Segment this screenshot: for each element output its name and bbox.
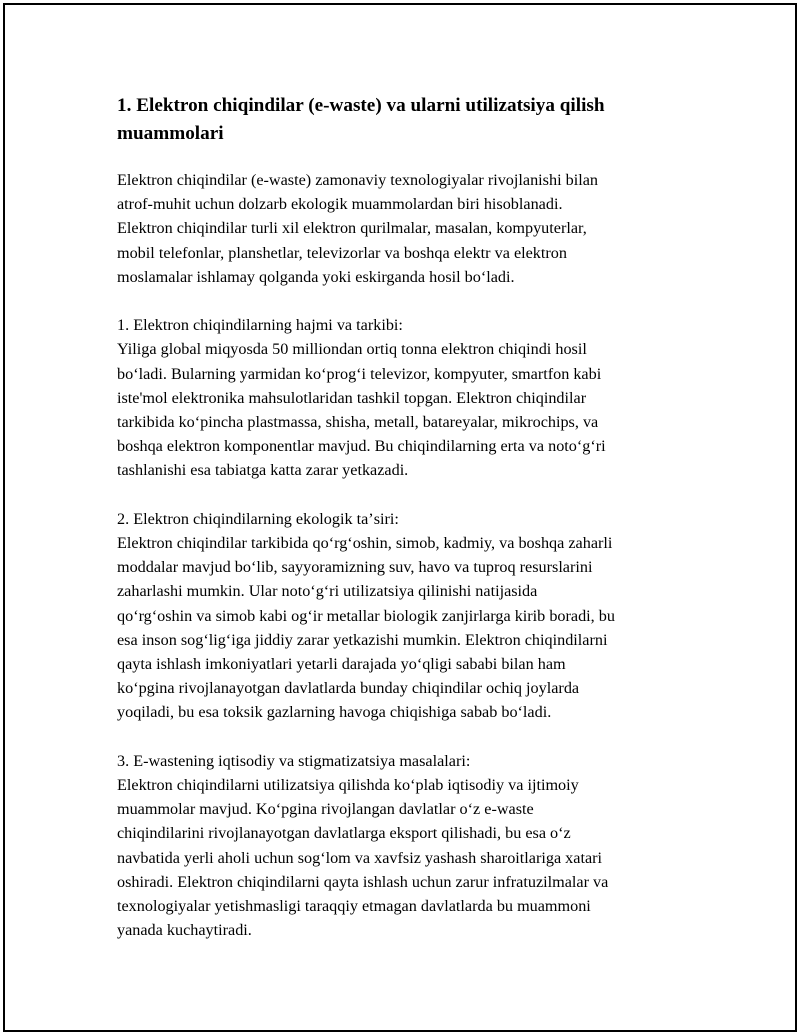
section-economic-issues bbox=[117, 749, 692, 943]
intro-paragraph bbox=[117, 168, 692, 289]
section-title: 2. Elektron chiqindilarning ekologik taʼsiri: bbox=[117, 509, 399, 528]
text-line: oshiradi. Elektron chiqindilarni qayta ishlash uchun zarur infratuzilmalar va bbox=[117, 872, 609, 891]
text-line: boshqa elektron komponentlar mavjud. Bu chiqindilarning erta va notoʻgʻri bbox=[117, 437, 606, 456]
text-line: iste'mol elektronika mahsulotlaridan tashkil topgan. Elektron chiqindilar bbox=[117, 388, 587, 407]
text-line: zaharlashi mumkin. Ular notoʻgʻri utilizatsiya qilinishi natijasida bbox=[117, 582, 538, 601]
document-body bbox=[117, 92, 692, 942]
text-line: Elektron chiqindilar (e-waste) zamonaviy texnologiyalar rivojlanishi bilan bbox=[117, 171, 598, 189]
section-title: 3. E-wastening iqtisodiy va stigmatizatsiya masalalari: bbox=[117, 751, 471, 770]
text-line: tarkibida koʻpincha plastmassa, shisha, metall, batareyalar, mikrochips, va bbox=[117, 413, 599, 432]
text-line: Elektron chiqindilar turli xil elektron qurilmalar, masalan, kompyuterlar, bbox=[117, 219, 587, 238]
text-line: moslamalar ishlamay qolganda yoki eskirganda hosil boʻladi. bbox=[117, 267, 515, 286]
text-line: Elektron chiqindilar tarkibida qoʻrgʻoshin, simob, kadmiy, va boshqa zaharli bbox=[117, 534, 613, 553]
text-line: tashlanishi esa tabiatga katta zarar yetkazadi. bbox=[117, 461, 409, 480]
text-line: qoʻrgʻoshin va simob kabi ogʻir metallar biologik zanjirlarga kirib boradi, bu bbox=[117, 606, 615, 625]
text-line: mobil telefonlar, planshetlar, televizorlar va boshqa elektr va elektron bbox=[117, 243, 567, 262]
text-line: koʻpgina rivojlanayotgan davlatlarda bunday chiqindilar ochiq joylarda bbox=[117, 679, 580, 698]
text-line: chiqindilarini rivojlanayotgan davlatlarga eksport qilishadi, bu esa oʻz bbox=[117, 824, 571, 843]
text-line: qayta ishlash imkoniyatlari yetarli darajada yoʻqligi sababi bilan ham bbox=[117, 655, 566, 674]
document-heading bbox=[117, 92, 692, 148]
text-line: Elektron chiqindilarni utilizatsiya qilishda koʻplab iqtisodiy va ijtimoiy bbox=[117, 776, 579, 795]
text-line: atrof-muhit uchun dolzarb ekologik muammolardan biri hisoblanadi. bbox=[117, 195, 563, 214]
text-line: yoqiladi, bu esa toksik gazlarning havoga chiqishiga sabab boʻladi. bbox=[117, 703, 552, 722]
text-line: Yiliga global miqyosda 50 milliondan ortiq tonna elektron chiqindi hosil bbox=[117, 340, 587, 359]
section-title: 1. Elektron chiqindilarning hajmi va tarkibi: bbox=[117, 316, 403, 335]
text-line: yanada kuchaytiradi. bbox=[117, 921, 252, 940]
heading-line: 1. Elektron chiqindilar (e-waste) va ularni utilizatsiya qilish bbox=[117, 95, 605, 116]
text-line: navbatida yerli aholi uchun sogʻlom va xavfsiz yashash sharoitlariga xatari bbox=[117, 848, 603, 867]
text-line: texnologiyalar yetishmasligi taraqqiy etmagan davlatlarda bu muammoni bbox=[117, 897, 591, 916]
text-line: esa inson sogʻligʻiga jiddiy zarar yetkazishi mumkin. Elektron chiqindilarni bbox=[117, 630, 608, 649]
section-ecological-impact bbox=[117, 507, 692, 725]
text-line: muammolar mavjud. Koʻpgina rivojlangan davlatlar oʻz e-waste bbox=[117, 800, 534, 819]
text-line: moddalar mavjud boʻlib, sayyoramizning suv, havo va tuproq resurslarini bbox=[117, 558, 593, 577]
section-volume-composition bbox=[117, 313, 692, 482]
text-line: boʻladi. Bularning yarmidan koʻprogʻi televizor, kompyuter, smartfon kabi bbox=[117, 364, 602, 383]
heading-line: muammolari bbox=[117, 123, 224, 144]
